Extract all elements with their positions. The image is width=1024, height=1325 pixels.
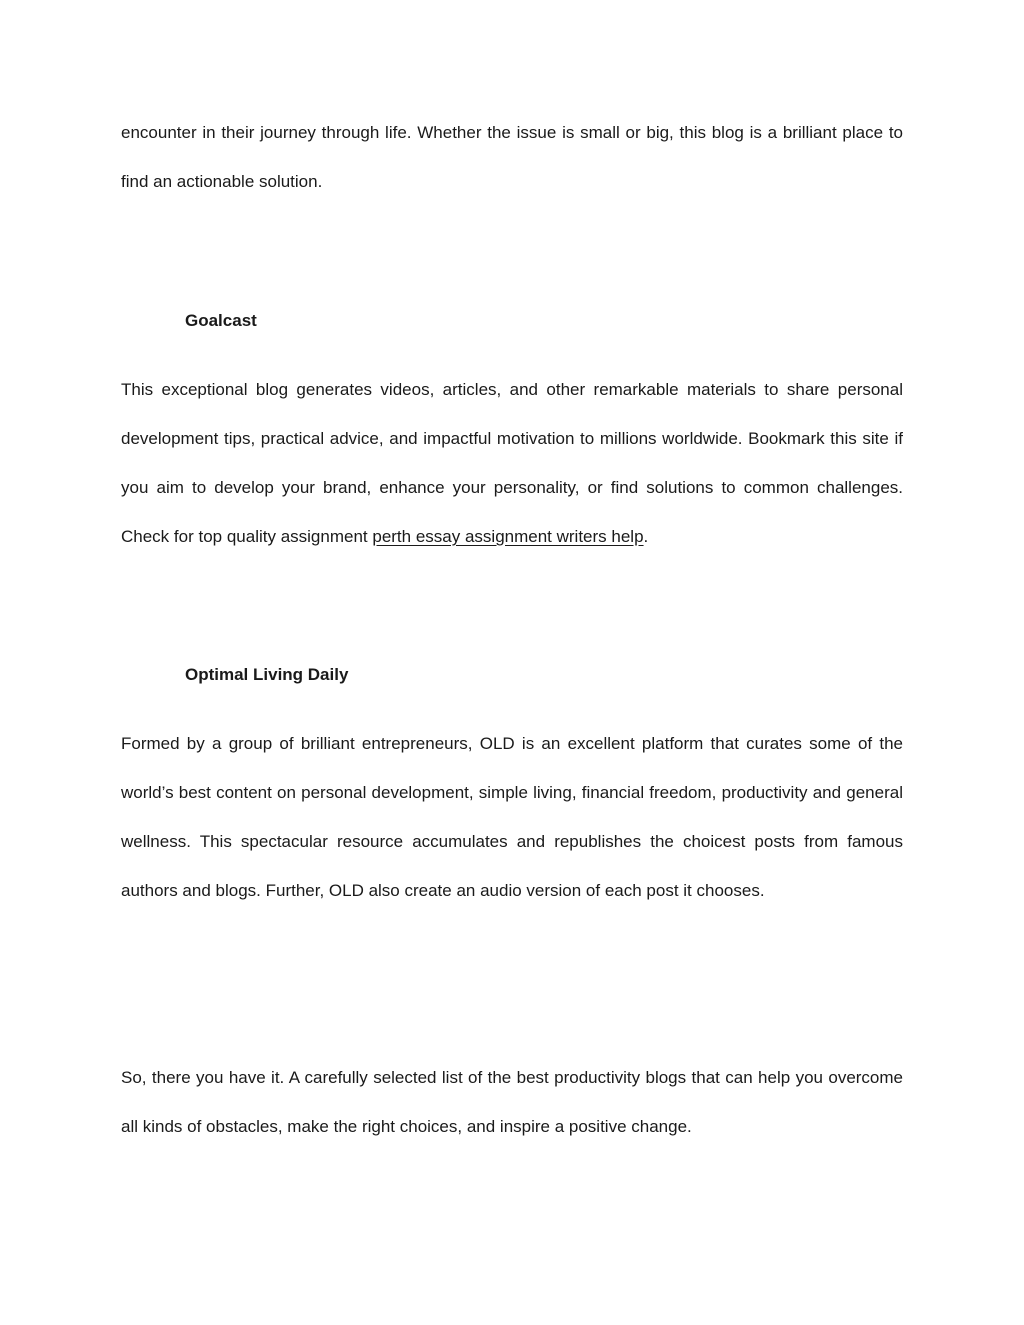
goalcast-paragraph: [121, 365, 903, 561]
optimal-living-heading: Optimal Living Daily: [185, 665, 349, 684]
perth-essay-link[interactable]: perth essay assignment writers help: [372, 527, 644, 546]
conclusion-paragraph: So, there you have it. A carefully selected list of the best productivity blogs that can help you overcome all kinds of obstacles, make the right choices, and inspire a positive change.: [121, 1068, 903, 1136]
intro-paragraph: encounter in their journey through life. Whether the issue is small or big, this blog is a brilliant place to find an actionable solution.: [121, 123, 903, 191]
goalcast-body-text: This exceptional blog generates videos, articles, and other remarkable materials to share personal development tips, practical advice, and impactful motivation to millions worldwide. Bookmark this site if you aim to develop your brand, enhance your personality, or find solutions to common challenges. Check for top quality assignment: [121, 380, 903, 546]
optimal-living-paragraph: Formed by a group of brilliant entrepreneurs, OLD is an excellent platform that curates some of the world’s best content on personal development, simple living, financial freedom, productivity and general wellness. This spectacular resource accumulates and republishes the choicest posts from famous authors and blogs. Further, OLD also create an audio version of each post it chooses.: [121, 734, 903, 900]
goalcast-heading: Goalcast: [185, 311, 257, 330]
goalcast-period: .: [643, 527, 649, 546]
